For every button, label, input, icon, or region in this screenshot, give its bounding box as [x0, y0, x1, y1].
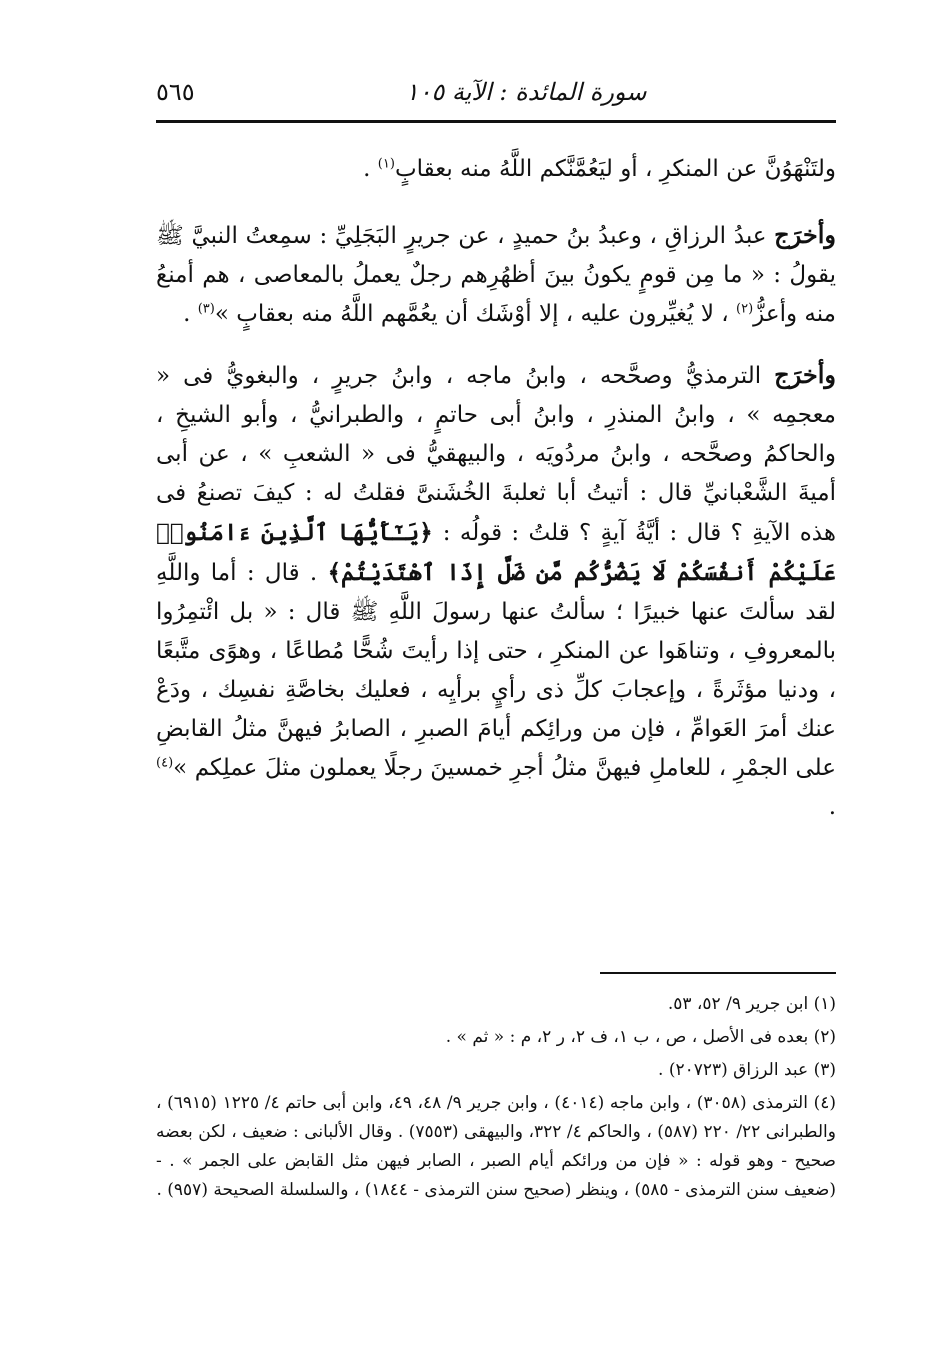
paragraph-2-text-b: ، لا يُغيِّرون عليه ، إلا أوْشَك أن يعُمَّهم اللَّهُ منه بعقابٍ »	[214, 301, 737, 327]
paragraph-3-text-b: . قال : أما واللَّهِ لقد سألتَ عنها خبيرًا ؛ سألتُ عنها رسولَ اللَّهِ ﷺ قال : « بل ائْتمِرُوا بالمعروفِ ، وتناهَوا عن المنكرِ ، حتى إذا رأيتَ شُحًّا مُطاعًا ، وهوًى متَّبعًا ، ودنيا مؤثَرةً ، وإعجابَ كلِّ ذى رأيٍ برأيِه ، فعليك بخاصَّةِ نفسِك ، ودَعْ عنك أمرَ العَوامِّ ، فإن من ورائِكم أيامَ الصبرِ ، الصابرُ فيهنَّ مثلُ القابضِ على الجمْرِ ، للعاملِ فيهنَّ مثلُ أجرِ خمسينَ رجلًا يعملون مثلَ عملِكم »	[156, 560, 836, 781]
header-title: سورة المائدة : الآية ١٠٥	[405, 78, 647, 106]
main-text	[156, 150, 836, 848]
footnote-separator	[600, 972, 836, 974]
paragraph-2-end: .	[183, 301, 198, 327]
paragraph-3-text-a: الترمذيُّ وصحَّحه ، وابنُ ماجه ، وابنُ جريرٍ ، والبغويُّ فى « معجمِه » ، وابنُ المنذرِ ، وابنُ أبى حاتمٍ ، والطبرانيُّ ، وأبو الشيخِ ، والحاكمُ وصحَّحه ، وابنُ مردُويَه ، والبيهقيُّ فى « الشعبِ » ، عن أبى أميةَ الشَّعْبانيِّ قال : أتيتُ أبا ثعلبةَ الخُشَنىَّ فقلتُ له : كيفَ تصنعُ فى هذه الآيةِ ؟ قال : أيَّةُ آيةٍ ؟ قلتُ : قولُه :	[156, 363, 836, 546]
footnote-3: (٣) عبد الرزاق (٢٠٧٢٣) .	[658, 1060, 836, 1080]
footnote-2: (٢) بعده فى الأصل ، ص ، ب ١، ف ٢، ر ٢، م : « ثم » .	[445, 1027, 836, 1047]
running-header	[156, 78, 836, 114]
paragraph-3	[156, 355, 836, 827]
page-number: ٥٦٥	[156, 78, 195, 106]
paragraph-1-text: ولتَنْهَوُنَّ عن المنكرِ ، أو ليَعُمَّنَّكم اللَّهُ منه بعقابٍ	[394, 156, 836, 182]
paragraph-1	[156, 150, 836, 189]
paragraph-3-lead: وأخرَج	[774, 360, 836, 389]
paragraph-2	[156, 215, 836, 334]
footnote-ref-2: (٢)	[736, 301, 754, 317]
quran-verse: ﴿يَـٰٓأَيُّهَا ٱلَّذِينَ ءَامَنُوا۟ عَلَيْكُمْ أَنفُسَكُمْ لَا يَضُرُّكُم مَّن ضَلَّ إِذَا ٱهْتَدَيْتُمْ﴾	[156, 519, 836, 586]
paragraph-2-text-a: عبدُ الرزاقِ ، وعبدُ بنُ حميدٍ ، عن جريرٍ البَجَلِيِّ : سمِعتُ النبيَّ ﷺ يقولُ : « ما مِن قومٍ يكونُ بينَ أظهُرِهم رجلٌ يعملُ بالمعاصى ، هم أمنعُ منه وأعزُّ	[156, 223, 836, 327]
footnote-ref-3: (٣)	[197, 301, 215, 317]
footnote-4: (٤) الترمذى (٣٠٥٨) ، وابن ماجه (٤٠١٤) ، وابن جرير ٩/ ٤٨، ٤٩، وابن أبى حاتم ٤/ ١٢٢٥ (٦٩١٥) ، والطبرانى ٢٢/ ٢٢٠ (٥٨٧) ، والحاكم ٤/ ٣٢٢، والبيهقى (٧٥٥٣) . وقال الألبانى : ضعيف ، لكن بعضه صحيح - وهو قوله : « فإن من ورائكم أيام الصبر ، الصابر فيهن مثل القابض على الجمر » . - (ضعيف سنن الترمذى - ٥٨٥) ، وينظر (صحيح سنن الترمذى - ١٨٤٤) ، والسلسلة الصحيحة (٩٥٧) .	[156, 1093, 837, 1200]
header-rule	[156, 120, 836, 123]
footnote-ref-1: (١)	[377, 156, 395, 172]
footnotes	[156, 990, 836, 1209]
footnote-1: (١) ابن جرير ٩/ ٥٢، ٥٣.	[667, 994, 836, 1014]
footnote-ref-4: (٤)	[156, 755, 174, 771]
paragraph-1-end: .	[363, 156, 378, 182]
paragraph-3-end: .	[828, 794, 836, 820]
paragraph-2-lead: وأخرَج	[774, 220, 836, 249]
